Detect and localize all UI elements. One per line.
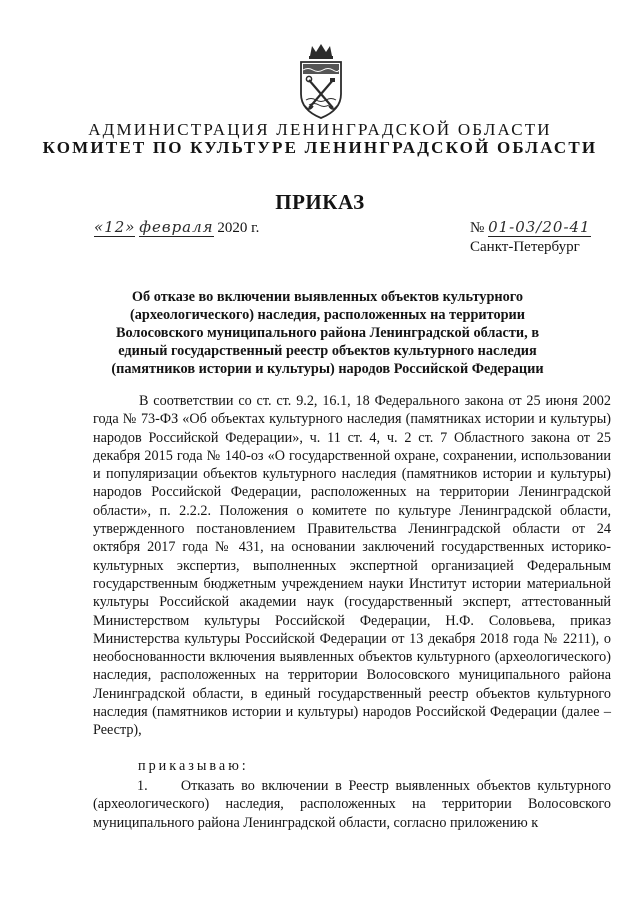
number-label: № [470,220,485,236]
date-month: февраля [139,218,214,236]
organization-name: АДМИНИСТРАЦИЯ ЛЕНИНГРАДСКОЙ ОБЛАСТИ [88,120,552,139]
preamble-paragraph: В соответствии со ст. ст. 9.2, 16.1, 18 Федерального закона от 25 июня 2002 года № 73-ФЗ «Об объектах культурного наследия (памятниках истории и культуры) народов Российской Федерации», ч. 11 ст. 4, ч. 2 ст. 7 Областного закона от 25 декабря 2015 года № 140-оз «О государственной охране, сохранении, использовании и популяризации объектов культурного наследия (памятников истории и культуры) народов Российской Федерации, расположенных на территории Ленинградской области», п. 2.2.2. Положения о комитете по культуре Ленинградской области, утвержденного постановлением Правительства Ленинградской области от 24 октября 2017 года № 431, на основании заключений государственных историко-культурных экспертиз, выполненных экспертной организацией Федеральным государственным бюджетным учреждением науки Институт истории материальной культуры Российской академии наук (государственный эксперт, аттестованный Министерством культуры Российской Федерации, Н.Ф. Соловьева, приказ Министерства культуры Российской Федерации от 13 декабря 2018 года № 2211), о необоснованности включения выявленных объектов культурного (археологического) наследия, расположенных на территории Волосовского муниципального района Ленинградской области, в единый государственный реестр объектов культурного наследия (памятников истории и культуры) народов Российской Федерации (далее – Реестр), [93,393,611,739]
date-close-quote: » [125,218,136,236]
document-type-title: ПРИКАЗ [275,190,365,214]
number-value: 01-03/20-41 [488,218,591,236]
coat-of-arms-icon [296,42,346,120]
document-city: Санкт-Петербург [470,239,580,255]
document-subject: Об отказе во включении выявленных объектов культурного (археологического) наследия, расположенных на территории Волосовского муниципального района Ленинградской области, в единый государственный реестр объектов культурного наследия (памятников истории и культуры) народов Российской Федерации [111,289,544,377]
order-item-1: 1. Отказать во включении в Реестр выявленных объектов культурного (археологического) наследия, расположенных на территории Волосовского муниципального района Ленинградской области, согласно приложению к [93,778,611,831]
date-open-quote: « [94,218,105,236]
order-word: приказываю: [138,758,249,774]
document-date [94,218,259,237]
document-number [470,218,591,237]
date-day: 12 [104,218,126,236]
date-year: 2020 г. [217,220,260,236]
committee-name: КОМИТЕТ ПО КУЛЬТУРЕ ЛЕНИНГРАДСКОЙ ОБЛАСТИ [42,138,598,157]
